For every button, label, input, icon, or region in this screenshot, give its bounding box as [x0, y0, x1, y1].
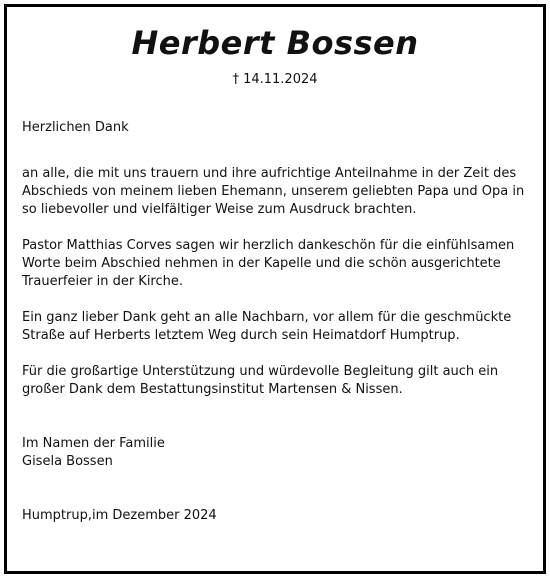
paragraph-thanks-neighbors: Ein ganz lieber Dank geht an alle Nachbarn, vor allem für die geschmückte Straße auf Herberts letztem Weg durch sein Heimatdorf Humptrup.	[22, 310, 512, 343]
obituary-notice	[4, 4, 546, 574]
deceased-name: Herbert Bossen	[131, 24, 419, 62]
paragraph-thanks-all: an alle, die mit uns trauern und ihre aufrichtige Anteilnahme in der Zeit des Abschieds von meinem lieben Ehemann, unserem geliebten Papa und Opa in so liebevoller und vielfältiger Weise zum Ausdruck brachten.	[22, 166, 525, 217]
paragraph-thanks-pastor: Pastor Matthias Corves sagen wir herzlich dankeschön für die einfühlsamen Worte beim Abschied nehmen in der Kapelle und die schön ausgerichtete Trauerfeier in der Kirche.	[22, 238, 515, 289]
place-and-date: Humptrup,im Dezember 2024	[22, 508, 217, 523]
paragraph-thanks-funeral-home: Für die großartige Unterstützung und würdevolle Begleitung gilt auch ein großer Dank dem Bestattungsinstitut Martensen & Nissen.	[22, 364, 499, 397]
signature-name: Gisela Bossen	[22, 454, 113, 469]
signature-line-family: Im Namen der Familie	[22, 436, 165, 451]
death-date: † 14.11.2024	[232, 72, 318, 87]
greeting: Herzlichen Dank	[22, 120, 129, 135]
